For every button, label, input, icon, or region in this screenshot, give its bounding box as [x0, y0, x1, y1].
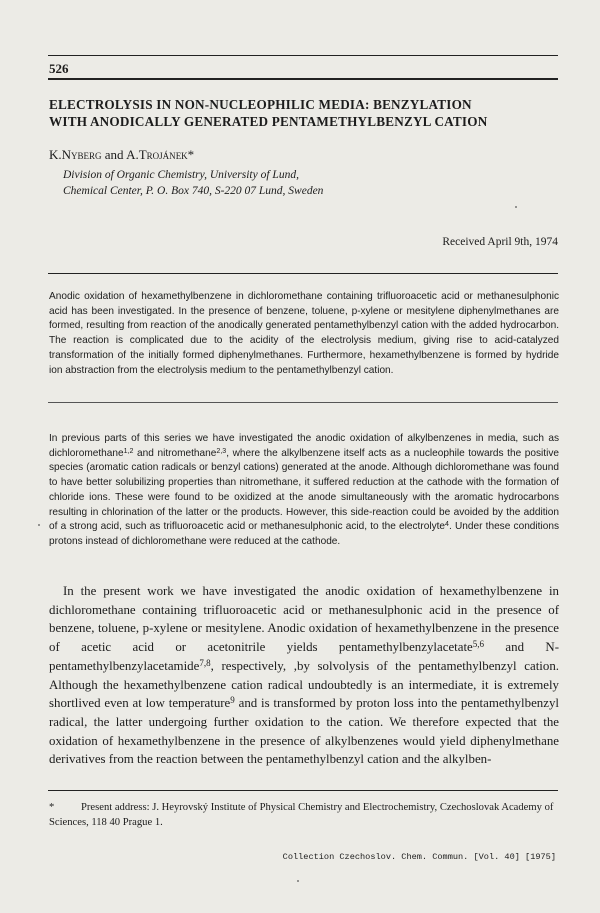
author-1-surname: Nyberg: [61, 147, 102, 162]
intro-text-1: In previous parts of this series we have investigated the anodic oxidation of alkylbenzenes in media, such as dichloromethane: [49, 433, 559, 459]
footnote-rule: [48, 790, 558, 791]
author-1-initial: K.: [49, 147, 62, 162]
abstract: Anodic oxidation of hexamethylbenzene in dichloromethane containing trifluoroacetic acid or methanesulphonic acid has been investigated. In the presence of benzene, toluene, p-xylene or mesitylene diphenylmethanes are formed, resulting from reaction of the anodically generated pentamethylbenzyl cation with the added hydrocarbon. The reaction is complicated due to the acidity of the electrolysis medium, giving rise to acid-catalyzed transformation of the initially formed diphenylmethanes. Furthermore, hexamethylbenzene is formed by hydride ion abstraction from the electrolysis medium to the pentamethylbenzyl cation.: [49, 291, 559, 376]
ref-citation: 7,8: [199, 657, 211, 668]
authors-and: and: [101, 147, 127, 162]
footnote-text: Present address: J. Heyrovský Institute of Physical Chemistry and Electrochemistry, Czechoslovak Academy of Sciences, 118 40 Prague 1.: [49, 802, 554, 828]
abstract-top-rule: [48, 273, 558, 274]
header-rule: [48, 78, 558, 80]
footnote: [49, 800, 559, 830]
ref-citation: 1,2: [123, 447, 134, 455]
affiliation-line-1: Division of Organic Chemistry, University of Lund,: [63, 169, 299, 181]
footnote-mark: *: [49, 802, 55, 813]
intro-text-4: . Under these conditions protons instead of dichloromethane were reduced at the cathode.: [49, 521, 559, 547]
print-speck: [38, 524, 40, 526]
affiliation-line-2: Chemical Center, P. O. Box 740, S-220 07 Lund, Sweden: [63, 185, 324, 197]
title-line-2: WITH ANODICALLY GENERATED PENTAMETHYLBENZYL CATION: [49, 114, 488, 129]
main-text-4: and is transformed by proton loss into the pentamethylbenzyl radical, the latter undergoing further oxidation to the cation. We therefore expected that the oxidation of hexamethylbenzene in the presence of alkylbenzenes would yield diphenylmethane derivatives from the reaction between the pentamethylbenzyl cation and the alkylben-: [49, 696, 559, 767]
main-text-3: , respectively, ,by solvolysis of the pentamethylbenzyl cation. Although the hexamethylbenzene cation radical undoubtedly is an intermediate, it is extremely shortlived even at low temperature: [49, 658, 559, 711]
received-date: Received April 9th, 1974: [442, 236, 558, 248]
main-text-2: and N-pentamethylbenzylacetamide: [49, 640, 559, 673]
intro-text-3: , where the alkylbenzene itself acts as a nucleophile towards the positive species (aromatic cation radicals or benzyl cations) generated at the anode. Although dichloromethane was found to have better solubilizing properties than nitromethane, it suffered reduction at the cathode with the formation of chloride ions. These were found to be oxidized at the anode simultaneously with the aromatic hydrocarbons resulting in chlorination of the latter or the products. However, this side-reaction could be avoided by the addition of a strong acid, such as trifluoroacetic acid or methanesulphonic acid, to the electrolyte: [49, 447, 559, 533]
ref-citation: 9: [230, 695, 235, 706]
print-speck: [515, 206, 517, 208]
ref-citation: 4: [445, 521, 449, 529]
intro-text-2: and nitromethane: [133, 447, 217, 459]
ref-citation: 2,3: [216, 447, 227, 455]
top-rule: [48, 55, 558, 56]
print-speck: [297, 880, 299, 882]
author-2-surname: Troján: [138, 147, 176, 162]
abstract-bottom-rule: [48, 402, 558, 403]
authors: [49, 147, 194, 163]
main-paragraph: [49, 582, 559, 769]
journal-citation: Collection Czechoslov. Chem. Commun. [Vol. 40] [1975]: [282, 852, 556, 862]
author-2-initial: A.: [126, 147, 139, 162]
ref-citation: 5,6: [472, 639, 485, 650]
intro-paragraph: [49, 432, 559, 550]
affiliation: [63, 167, 323, 199]
page-number: 526: [49, 61, 69, 76]
article-title: [49, 96, 559, 130]
main-text-1: In the present work we have investigated the anodic oxidation of hexamethylbenzene in dichloromethane containing trifluoroacetic acid or methanesulphonic acid in the presence of benzene, toluene, p-xylene or mesitylene. Anodic oxidation of hexamethylbenzene in the presence of acetic acid or acetonitrile yields pentamethylbenzylacetate: [49, 584, 559, 655]
title-line-1: ELECTROLYSIS IN NON-NUCLEOPHILIC MEDIA: BENZYLATION: [49, 97, 472, 112]
author-2-surname-end: ek*: [175, 147, 195, 162]
